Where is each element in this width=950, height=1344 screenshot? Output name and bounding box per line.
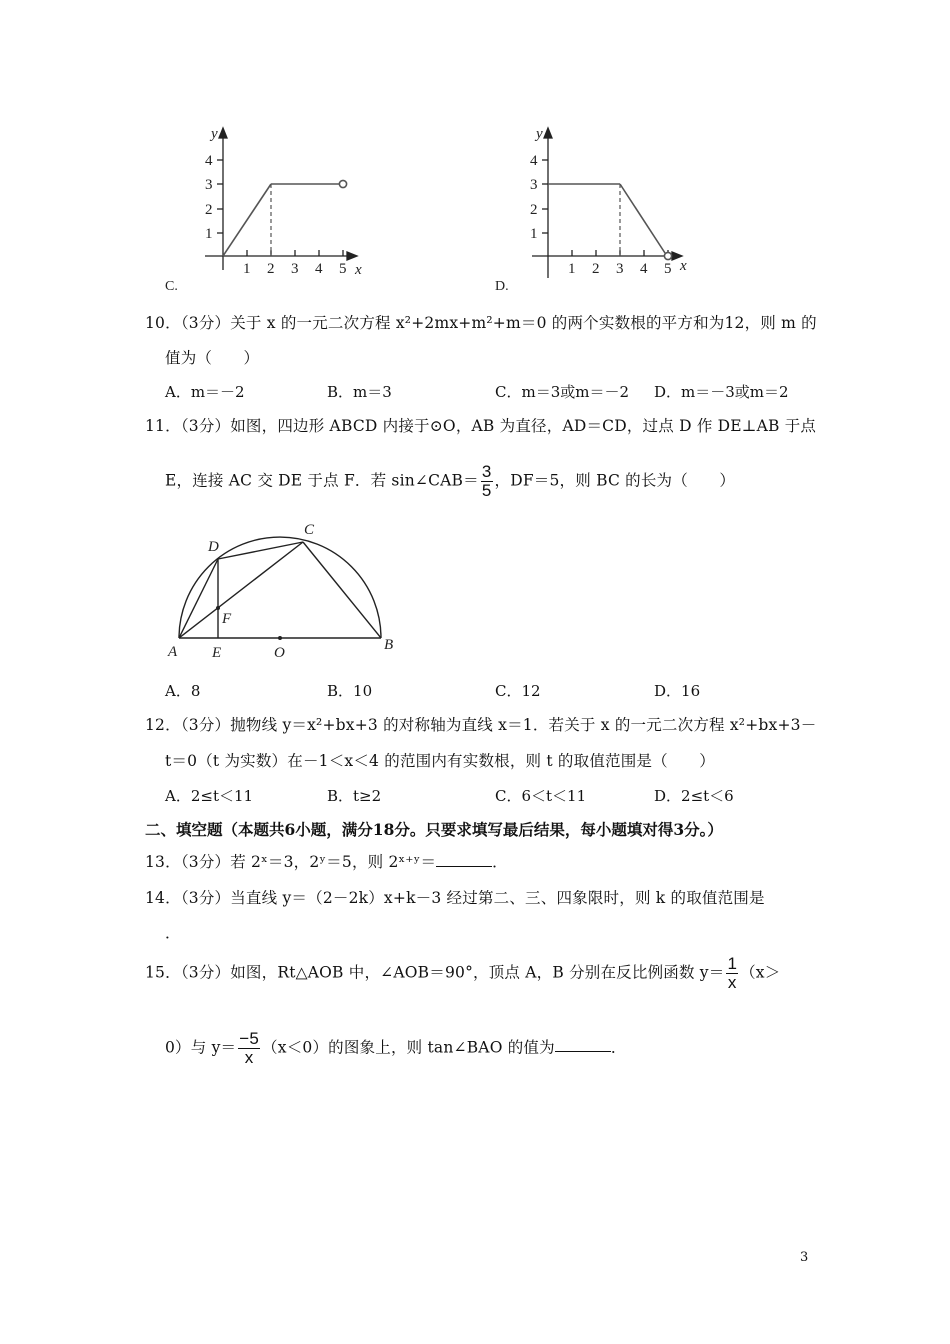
q12-option-c: C．6＜t＜11 (495, 787, 587, 805)
q12-option-a: A．2≤t＜11 (165, 787, 254, 805)
label-d: D (208, 539, 219, 555)
tick: 3 (205, 177, 213, 193)
q11-line2 (165, 463, 735, 500)
label-b: B (384, 637, 394, 653)
tick: 3 (530, 177, 538, 193)
label-c: C (304, 522, 315, 538)
fraction-numerator: −5 (239, 1029, 260, 1048)
y-axis-arrow (544, 128, 552, 138)
q11-line2-post: ，DF＝5，则 BC 的长为（ ） (494, 471, 736, 490)
q10-option-c: C．m＝3或m＝－2 (495, 383, 630, 401)
y-axis-label: y (536, 126, 543, 142)
label-e: E (212, 645, 222, 661)
point-f (216, 606, 220, 610)
q13-text: 13．（3分）若 2ˣ＝3，2ʸ＝5，则 2ˣ⁺ʸ＝ (145, 853, 437, 871)
fraction-denominator: x (727, 972, 737, 992)
tick: 4 (205, 153, 213, 169)
q11-option-d: D．16 (654, 682, 701, 700)
tick: 3 (291, 261, 299, 277)
q15-line1 (145, 955, 780, 992)
q11-line2-pre: E，连接 AC 交 DE 于点 F．若 sin∠CAB＝ (165, 471, 479, 490)
fraction-1-x (726, 955, 738, 992)
chord-ad (179, 559, 218, 638)
q11-circle-figure (160, 515, 410, 665)
graph-d (492, 120, 702, 295)
y-axis-arrow (219, 128, 227, 138)
option-label: D. (495, 279, 509, 294)
q10-option-d: D．m＝－3或m＝2 (654, 383, 789, 401)
q10-line2: 值为（ ） (165, 349, 260, 367)
q15-line2 (165, 1030, 627, 1067)
fraction-neg5-x (238, 1030, 260, 1067)
q11-option-c: C．12 (495, 682, 541, 700)
q15-line2-pre: 0）与 y＝ (165, 1038, 237, 1057)
option-label: C. (165, 279, 178, 294)
tick: 4 (530, 153, 538, 169)
tick: 1 (530, 226, 538, 242)
y-axis-label: y (211, 126, 218, 142)
tick: 1 (568, 261, 576, 277)
q13-end: ． (492, 853, 508, 871)
q12-option-b: B．t≥2 (327, 787, 382, 805)
q10-option-b: B．m＝3 (327, 383, 392, 401)
graph-c-rise (223, 184, 271, 256)
q14-line2: ． (165, 924, 181, 942)
label-o: O (274, 645, 285, 661)
x-axis-label: x (680, 258, 687, 274)
q14-line1: 14．（3分）当直线 y＝（2－2k）x+k－3 经过第二、三、四象限时，则 k 的取值范围是 (145, 889, 765, 907)
answer-blank (555, 1037, 611, 1052)
segment-ac (179, 542, 303, 638)
fraction-denominator: 5 (481, 480, 492, 500)
x-axis-label: x (355, 262, 362, 278)
fraction-numerator: 1 (727, 954, 738, 973)
tick: 2 (205, 202, 213, 218)
tick: 4 (640, 261, 648, 277)
q11-line1: 11．（3分）如图，四边形 ABCD 内接于⊙O，AB 为直径，AD＝CD，过点 D 作 DE⊥AB 于点 (145, 417, 817, 435)
page-number: 3 (800, 1250, 809, 1265)
graph-c-open-endpoint (339, 180, 346, 187)
q12-option-d: D．2≤t＜6 (654, 787, 734, 805)
q15-end: ． (610, 1038, 627, 1057)
tick: 4 (315, 261, 323, 277)
fraction-3-5 (481, 463, 493, 500)
tick: 5 (664, 261, 672, 277)
tick: 2 (530, 202, 538, 218)
tick: 1 (205, 226, 213, 242)
tick: 5 (339, 261, 347, 277)
q15-line2-post: （x＜0）的图象上，则 tan∠BAO 的值为 (262, 1038, 555, 1057)
tick: 3 (616, 261, 624, 277)
point-o (278, 636, 282, 640)
section-heading-fill-in: 二、填空题（本题共6小题，满分18分。只要求填写最后结果，每小题填对得3分。） (145, 820, 723, 839)
fraction-numerator: 3 (481, 462, 492, 481)
graph-c (165, 120, 385, 295)
q15-line1-pre: 15．（3分）如图，Rt△AOB 中，∠AOB＝90°，顶点 A，B 分别在反比例函数 y＝ (145, 963, 725, 982)
label-a: A (168, 644, 178, 660)
tick: 2 (592, 261, 600, 277)
label-f: F (222, 611, 232, 627)
graph-d-open-endpoint (664, 252, 671, 259)
q12-line2: t＝0（t 为实数）在－1＜x＜4 的范围内有实数根，则 t 的取值范围是（ ） (165, 752, 715, 770)
answer-blank (436, 852, 492, 867)
q12-line1: 12．（3分）抛物线 y＝x²+bx+3 的对称轴为直线 x＝1．若关于 x 的一元二次方程 x²+bx+3－ (145, 716, 817, 734)
q11-option-a: A．8 (165, 682, 201, 700)
q10-option-a: A．m＝－2 (165, 383, 245, 401)
graph-d-fall (620, 184, 665, 253)
tick: 1 (243, 261, 251, 277)
fraction-denominator: x (244, 1047, 254, 1067)
tick: 2 (267, 261, 275, 277)
q10-line1: 10．（3分）关于 x 的一元二次方程 x²+2mx+m²+m＝0 的两个实数根的平方和为12，则 m 的 (145, 314, 817, 332)
q11-option-b: B．10 (327, 682, 373, 700)
q15-line1-post: （x＞ (740, 963, 781, 982)
x-axis-arrow (347, 252, 357, 260)
q13 (145, 850, 508, 872)
